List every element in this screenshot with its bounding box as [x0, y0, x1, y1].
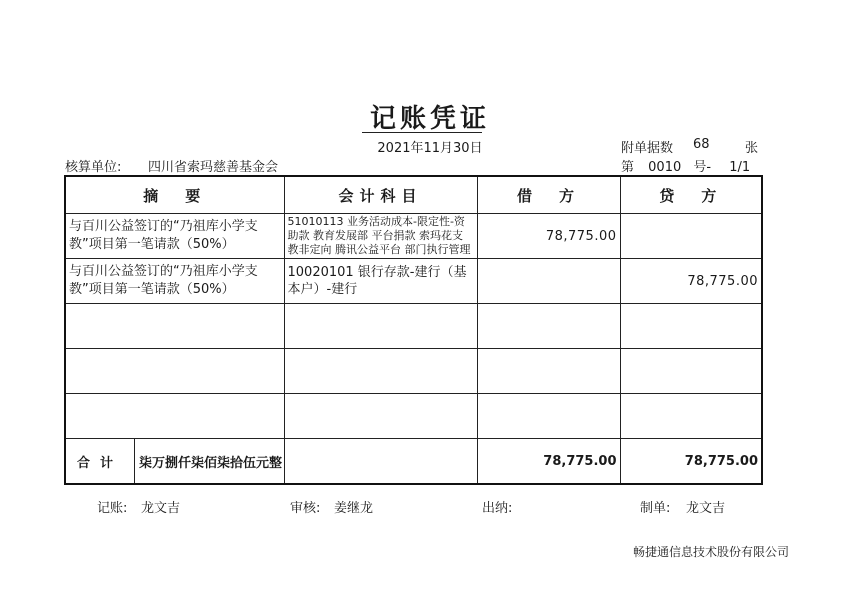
total-amount-words: 柒万捌仟柒佰柒拾伍元整 — [139, 455, 283, 471]
column-credit: 贷 方 — [620, 176, 762, 214]
total-row — [65, 439, 762, 485]
voucher-number-prefix: 第 — [621, 160, 635, 175]
reviewer-name: 姜继龙 — [334, 501, 374, 516]
maker-name: 龙文吉 — [686, 501, 726, 516]
entry-summary: 与百川公益签订的“乃祖库小学支教”项目第一笔请款（50%） — [65, 214, 284, 259]
voucher-number-value: 0010 — [648, 160, 682, 175]
attachments-count: 68 — [693, 137, 710, 152]
maker-label: 制单: — [640, 501, 671, 516]
voucher-date: 2021年11月30日 — [377, 141, 483, 156]
voucher-number — [621, 156, 750, 175]
table-row-empty — [65, 304, 762, 349]
total-label-cell — [65, 439, 284, 485]
title-underline — [362, 132, 482, 133]
bookkeeper-label: 记账: — [97, 501, 128, 516]
table-row-empty — [65, 349, 762, 394]
total-spacer — [284, 439, 477, 485]
table-header-row — [65, 176, 762, 214]
entry-debit: 78,775.00 — [477, 214, 620, 259]
voucher-page: 1/1 — [729, 160, 751, 175]
attachments-unit: 张 — [745, 141, 759, 156]
table-row — [65, 214, 762, 259]
cashier-label: 出纳: — [482, 501, 513, 516]
entry-credit — [620, 214, 762, 259]
accounting-unit-value: 四川省索玛慈善基金会 — [148, 160, 279, 175]
entry-credit: 78,775.00 — [620, 259, 762, 304]
table-row — [65, 259, 762, 304]
entry-account: 10020101 银行存款-建行（基本户）-建行 — [284, 259, 477, 304]
total-label: 合计 — [66, 439, 135, 483]
column-account: 会计科目 — [284, 176, 477, 214]
entry-debit — [477, 259, 620, 304]
entry-summary: 与百川公益签订的“乃祖库小学支教”项目第一笔请款（50%） — [65, 259, 284, 304]
reviewer-label: 审核: — [290, 501, 321, 516]
voucher-title: 记账凭证 — [369, 104, 490, 134]
table-row-empty — [65, 394, 762, 439]
voucher-table — [64, 175, 763, 485]
column-debit: 借 方 — [477, 176, 620, 214]
attachments-label: 附单据数 — [621, 141, 674, 156]
software-company: 畅捷通信息技术股份有限公司 — [633, 545, 790, 559]
column-summary: 摘 要 — [65, 176, 284, 214]
bookkeeper-name: 龙文吉 — [141, 501, 181, 516]
total-credit: 78,775.00 — [620, 439, 762, 485]
voucher-number-suffix: 号- — [693, 160, 712, 175]
entry-account: 51010113 业务活动成本-限定性-资助款 教育发展部 平台捐款 索玛花支教非定向 腾讯公益平台 部门执行管理 — [284, 214, 477, 259]
accounting-unit-label: 核算单位: — [65, 160, 122, 175]
total-debit: 78,775.00 — [477, 439, 620, 485]
